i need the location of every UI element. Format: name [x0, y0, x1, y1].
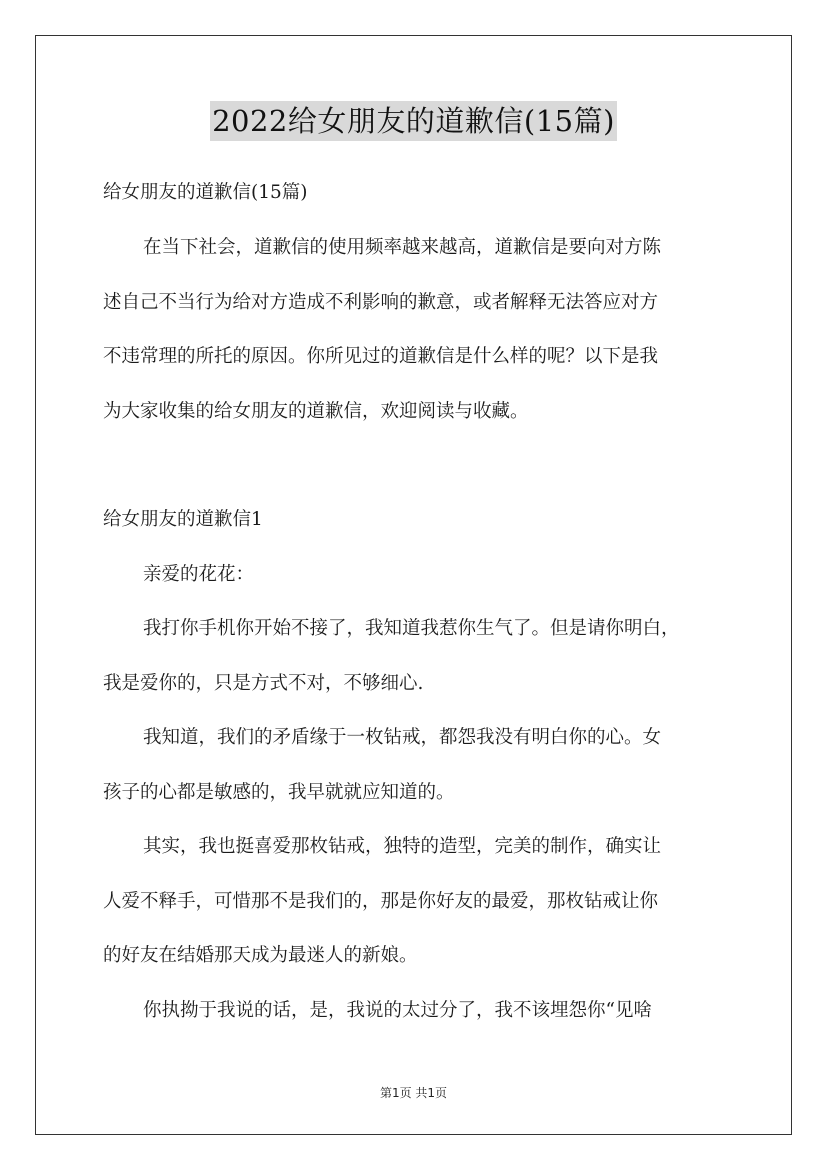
body-line: 的好友在结婚那天成为最迷人的新娘。 — [103, 945, 418, 966]
intro-line: 述自己不当行为给对方造成不利影响的歉意，或者解释无法答应对方 — [103, 292, 659, 313]
title-container — [0, 101, 827, 141]
intro-line: 为大家收集的给女朋友的道歉信，欢迎阅读与收藏。 — [103, 401, 529, 422]
body-line: 我是爱你的，只是方式不对，不够细心. — [103, 673, 424, 694]
body-line: 我知道，我们的矛盾缘于一枚钻戒，都怨我没有明白你的心。女 — [143, 727, 662, 748]
body-line: 我打你手机你开始不接了，我知道我惹你生气了。但是请你明白， — [143, 618, 680, 639]
letter-greeting: 亲爱的花花： — [143, 564, 255, 585]
page-footer: 第1页 共1页 — [379, 1086, 448, 1100]
body-line: 孩子的心都是敏感的，我早就就应知道的。 — [103, 782, 455, 803]
body-line: 你执拗于我说的话，是，我说的太过分了，我不该埋怨你“见啥 — [143, 1000, 652, 1021]
document-title: 2022给女朋友的道歉信(15篇) — [210, 101, 617, 141]
section-heading: 给女朋友的道歉信1 — [103, 509, 263, 530]
document-subtitle: 给女朋友的道歉信(15篇) — [103, 182, 308, 203]
intro-line: 在当下社会，道歉信的使用频率越来越高，道歉信是要向对方陈 — [143, 237, 662, 258]
intro-line: 不违常理的所托的原因。你所见过的道歉信是什么样的呢？以下是我 — [103, 346, 659, 367]
body-line: 其实，我也挺喜爱那枚钻戒，独特的造型，完美的制作，确实让 — [143, 836, 662, 857]
body-line: 人爱不释手，可惜那不是我们的，那是你好友的最爱，那枚钻戒让你 — [103, 891, 659, 912]
